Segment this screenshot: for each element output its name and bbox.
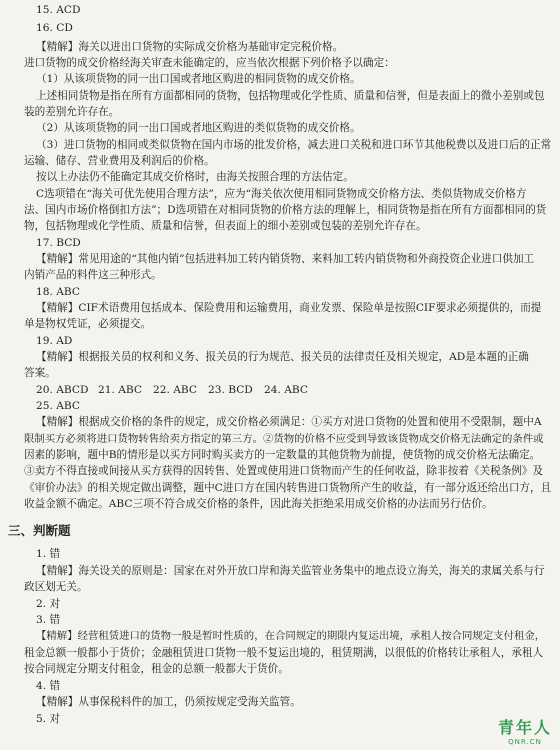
explanation-line: 【精解】常见用途的“其他内销”包括进料加工转内销货物、来料加工转内销货物和外商投资企业进口供加工: [36, 253, 535, 265]
text-line: 租金总额一般都小于货价；金融租赁进口货物一般不复运出境的，租赁期满，以很低的价格转让承租人，承租人: [24, 647, 544, 659]
answer-24: 24. ABC: [264, 384, 308, 396]
text-line: ③卖方不得直接或间接从买方获得的因转售、处置或使用进口货物而产生的任何收益，除非按着《关税条例》及: [24, 465, 544, 477]
text-line: 限制买方必须将进口货物转售给卖方指定的第三方。②货物的价格不应受到导致该货物成交价格无法确定的条件或: [24, 433, 544, 445]
text-line: C选项错在“海关可优先使用合理方法”，应为“海关依次使用相同货物成交价格方法、类似货物成交价格方: [36, 188, 527, 200]
answer-22: 22. ABC: [153, 384, 197, 396]
text-line: （1）从该项货物的同一出口国或者地区购进的相同货物的成交价格。: [36, 73, 361, 85]
judgement-5: 5. 对: [36, 713, 61, 725]
answer-20: 20. ABCD: [36, 384, 89, 396]
answer-16: 16. CD: [36, 22, 73, 34]
explanation-line: 【精解】从事保税料件的加工，仍须按规定受海关监管。: [36, 696, 301, 708]
text-line: 内销产品的料件这三种形式。: [24, 269, 162, 281]
answer-23: 23. BCD: [208, 384, 253, 396]
answer-19: 19. AD: [36, 335, 73, 347]
text-line: 物，包括物理或化学性质、质量和信誉，但表面上的细小差别或包装的差别允许存在。: [24, 220, 427, 232]
answer-21: 21. ABC: [98, 384, 142, 396]
text-line: 《审价办法》的相关规定做出调整，题中C进口方在国内转售进口货物所产生的收益，有一部分返还给出口方，且: [24, 482, 552, 494]
text-line: 进口货物的成交价格经海关审查未能确定的，应当依次根据下列价格予以确定：: [24, 57, 395, 69]
text-line: 政区划无关。: [24, 581, 88, 593]
judgement-4: 4. 错: [36, 680, 61, 692]
text-line: 收益金额不确定。ABC三项不符合成交价格的条件，因此海关拒绝采用成交价格的办法而另行估价。: [24, 498, 493, 510]
answer-25: 25. ABC: [36, 400, 80, 412]
judgement-3: 3. 错: [36, 614, 61, 626]
text-line: （3）进口货物的相同或类似货物在国内市场的批发价格，减去进口关税和进口环节其他税费以及进口后的正常: [36, 139, 552, 151]
text-line: 因素的影响，题中B的情形是以买方同时购买卖方的一定数量的其他货物为前提，使货物的成交价格无法确定。: [24, 449, 541, 461]
judgement-1: 1. 错: [36, 548, 61, 560]
text-line: 运输、储存、营业费用及利润后的价格。: [24, 155, 215, 167]
text-line: 按合同规定分期支付租金，租金的总额一般都大于货价。: [24, 663, 289, 675]
explanation-line: 【精解】海关以进出口货物的实际成交价格为基础审定完税价格。: [36, 41, 344, 53]
explanation-line: 【精解】根据报关员的权利和义务、报关员的行为规范、报关员的法律责任及相关规定，AD是本题的正确: [36, 351, 529, 363]
text-line: 答案。: [24, 367, 56, 379]
watermark-url: QNR.CN: [508, 738, 542, 746]
watermark-text: 青年人: [497, 718, 552, 737]
explanation-line: 【精解】海关设关的原则是：国家在对外开放口岸和海关监管业务集中的地点设立海关，海关的隶属关系与行: [36, 565, 545, 577]
judgement-2: 2. 对: [36, 598, 61, 610]
answer-15: 15. ACD: [36, 4, 81, 16]
watermark-logo: [498, 715, 552, 746]
text-line: 单是物权凭证，必须提交。: [24, 318, 152, 330]
answer-18: 18. ABC: [36, 286, 80, 298]
text-line: 装的差别允许存在。: [24, 106, 120, 118]
text-line: 上述相同货物是指在所有方面都相同的货物，包括物理或化学性质、质量和信誉，但是表面上的微小差别或包: [36, 90, 545, 102]
answer-17: 17. BCD: [36, 237, 81, 249]
explanation-line: 【精解】CIF术语费用包括成本、保险费用和运输费用，商业发票、保险单是按照CIF要求必须提供的，而提: [36, 302, 542, 314]
section-title: 三、判断题: [8, 523, 71, 538]
explanation-line: 【精解】根据成交价格的条件的规定，成交价格必须满足：①买方对进口货物的处置和使用不受限制，题中A: [36, 416, 542, 428]
text-line: （2）从该项货物的同一出口国或者地区购进的类似货物的成交价格。: [36, 122, 361, 134]
explanation-line: 【精解】经营租赁进口的货物一般是暂时性质的，在合同规定的期限内复运出境，承租人按合同规定支付租金，: [36, 630, 546, 642]
text-line: 按以上办法仍不能确定其成交价格时，由海关按照合理的方法估定。: [36, 171, 354, 183]
text-line: 法、国内市场价格倒扣方法”；D选项错在对相同货物的价格方法的理解上，相同货物是指在所有方面都相同的货: [24, 204, 547, 216]
